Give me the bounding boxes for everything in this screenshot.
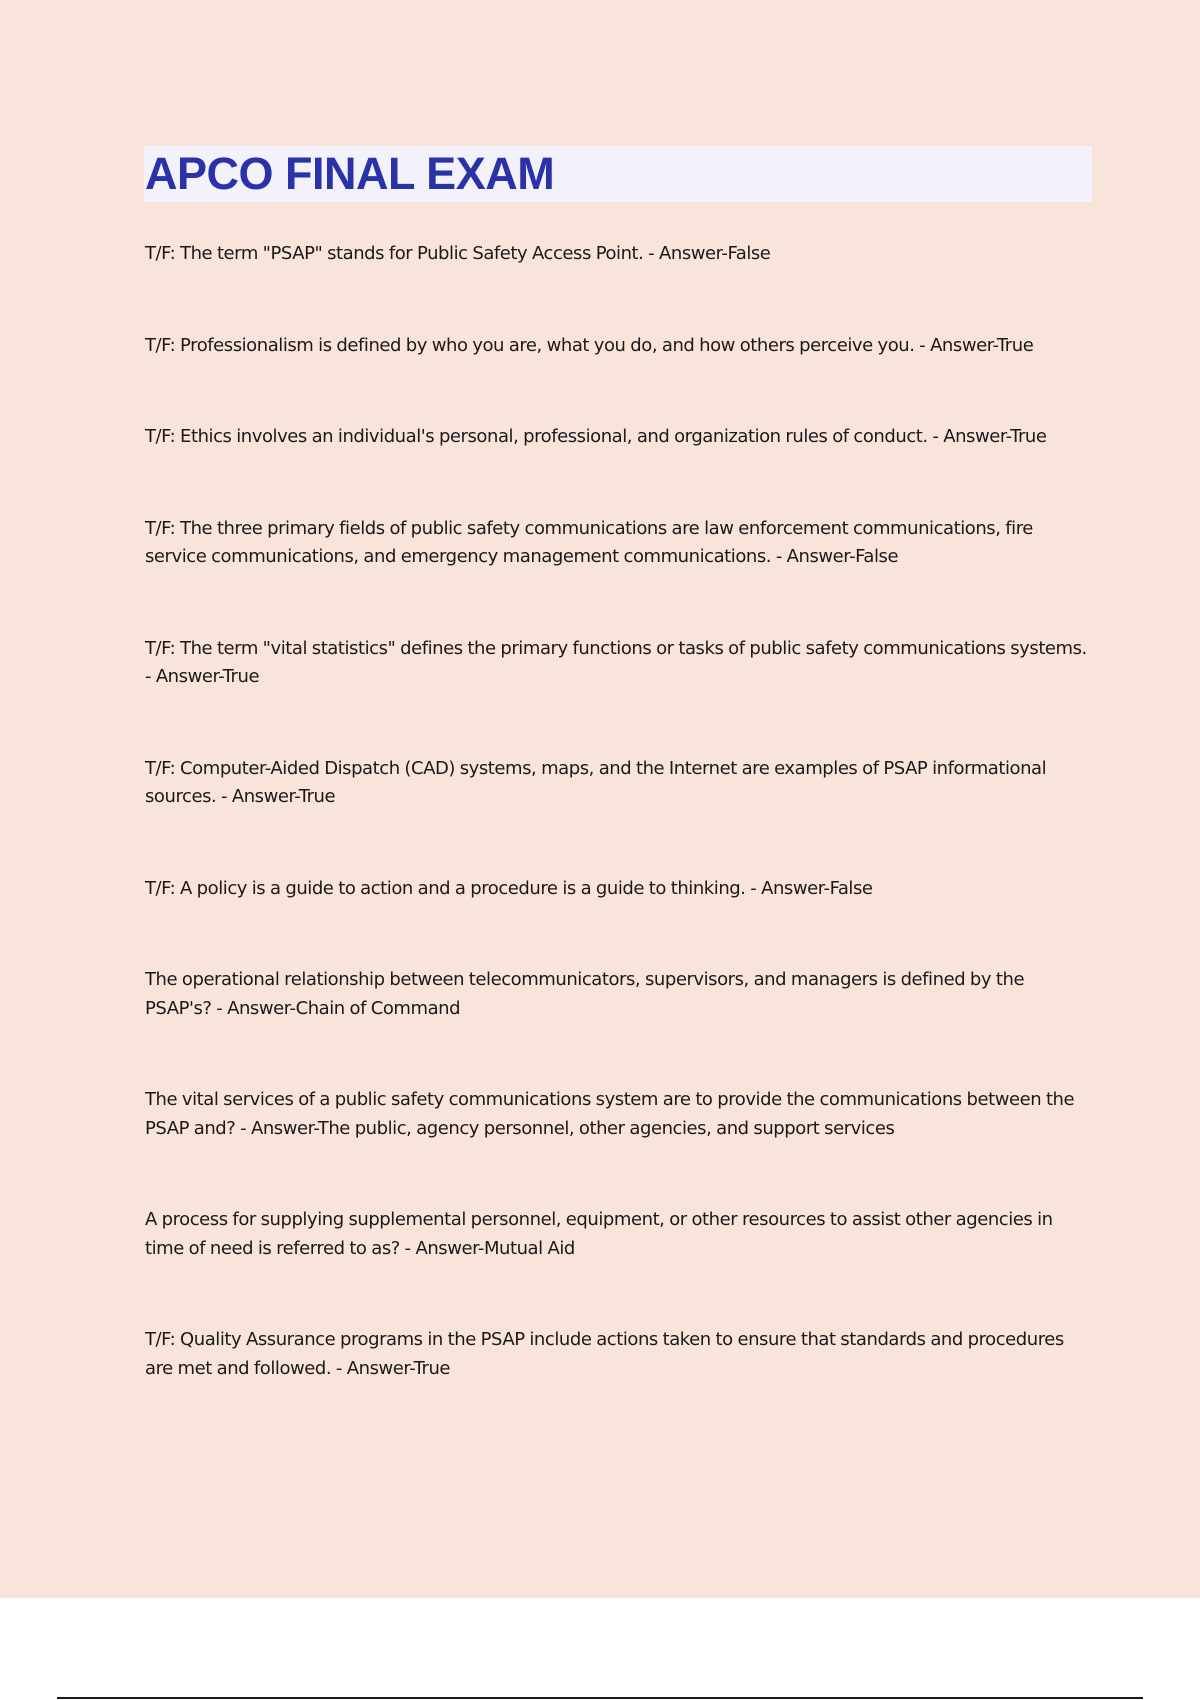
question-item: T/F: Quality Assurance programs in the PSAP include actions taken to ensure that standards and procedures are met and followed. - Answer-True	[145, 1329, 1064, 1379]
question-item: T/F: The three primary fields of public safety communications are law enforcement communications, fire service communications, and emergency management communications. - Answer-False	[145, 517, 1033, 567]
question-item: T/F: The term "vital statistics" defines the primary functions or tasks of public safety communications systems. - Answer-True	[145, 637, 1087, 687]
question-item: T/F: Professionalism is defined by who you are, what you do, and how others perceive you. - Answer-True	[145, 334, 1034, 356]
question-item: T/F: Computer-Aided Dispatch (CAD) systems, maps, and the Internet are examples of PSAP informational sources. - Answer-True	[145, 757, 1047, 807]
question-item: T/F: Ethics involves an individual's personal, professional, and organization rules of conduct. - Answer-True	[145, 426, 1047, 447]
question-list	[145, 240, 1095, 1446]
question-item: The operational relationship between telecommunicators, supervisors, and managers is defined by the PSAP's? - Answer-Chain of Command	[145, 969, 1025, 1019]
question-item: The vital services of a public safety communications system are to provide the communications between the PSAP and? - Answer-The public, agency personnel, other agencies, and support services	[145, 1089, 1075, 1139]
question-item: T/F: The term "PSAP" stands for Public Safety Access Point. - Answer-False	[145, 243, 771, 264]
question-item: T/F: A policy is a guide to action and a procedure is a guide to thinking. - Answer-False	[145, 877, 873, 899]
question-item: A process for supplying supplemental personnel, equipment, or other resources to assist other agencies in time of need is referred to as? - Answer-Mutual Aid	[145, 1209, 1053, 1259]
footer-divider	[57, 1697, 1143, 1699]
document-title: APCO FINAL EXAM	[145, 148, 555, 199]
